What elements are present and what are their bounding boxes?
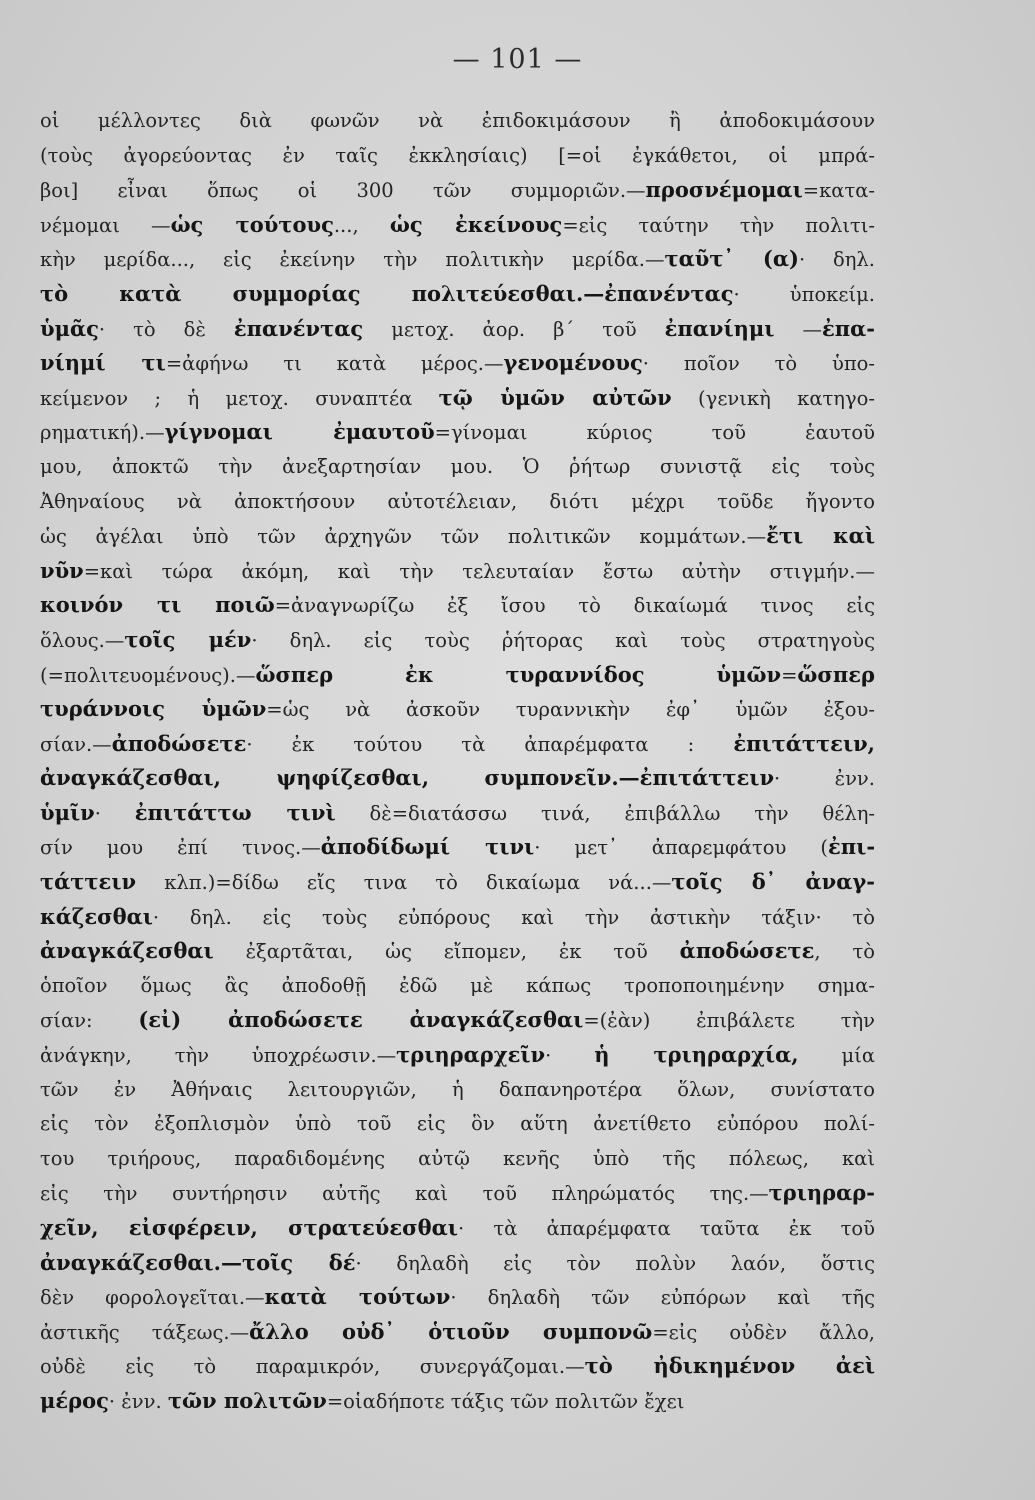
- text-line: ὅλους.—τοῖς μέν· δηλ. εἰς τοὺς ῥήτορας καὶ τοὺς στρατηγοὺς: [40, 626, 875, 652]
- text-line: δὲν φορολογεῖται.—κατὰ τούτων· δηλαδὴ τῶν εὐπόρων καὶ τῆς: [40, 1284, 876, 1310]
- text-line: νίημί τι=ἀφήνω τι κατὰ μέρος.—γενομένους· ποῖον τὸ ὑπο-: [40, 350, 876, 376]
- text-line: νέμομαι —ὡς τούτους..., ὡς ἐκείνους=εἰς ταύτην τὴν πολιτι-: [40, 211, 875, 237]
- text-line: ἀστικῆς τάξεως.—ἄλλο οὐδ᾽ ὁτιοῦν συμπονῶ=εἰς οὐδὲν ἄλλο,: [40, 1318, 876, 1344]
- text-line: νῦν=καὶ τώρα ἀκόμη, καὶ τὴν τελευταίαν ἔστω αὐτὴν στιγμήν.—: [40, 557, 875, 583]
- text-line: ἀναγκάζεσθαι.—τοῖς δέ· δηλαδὴ εἰς τὸν πολὺν λαόν, ὅστις: [40, 1249, 875, 1275]
- text-line: κάζεσθαι· δηλ. εἰς τοὺς εὐπόρους καὶ τὴν ἀστικὴν τάξιν· τὸ: [40, 903, 875, 929]
- text-line: βοι] εἶναι ὅπως οἱ 300 τῶν συμμοριῶν.—προσνέμομαι=κατα-: [40, 177, 875, 203]
- text-line: οὐδὲ εἰς τὸ παραμικρόν, συνεργάζομαι.—τὸ ἠδικημένον ἀεὶ: [40, 1353, 875, 1379]
- page-number: — 101 —: [452, 44, 583, 75]
- text-line: οἱ μέλλοντες διὰ φωνῶν νὰ ἐπιδοκιμάσουν ἢ ἀποδοκιμάσουν: [40, 109, 875, 132]
- text-line: ἀναγκάζεσθαι, ψηφίζεσθαι, συμπονεῖν.—ἐπιτάττειν· ἐνν.: [40, 765, 875, 791]
- text-line: ὡς ἀγέλαι ὑπὸ τῶν ἀρχηγῶν τῶν πολιτικῶν κομμάτων.—ἔτι καὶ: [40, 523, 876, 549]
- text-line: ἀνάγκην, τὴν ὑποχρέωσιν.—τριηραρχεῖν· ἡ τριηραρχία, μία: [40, 1042, 875, 1068]
- text-line: τῶν ἐν Ἀθήναις λειτουργιῶν, ἡ δαπανηροτέρα ὅλων, συνίστατο: [40, 1077, 875, 1101]
- body-text: [40, 104, 875, 1419]
- text-line: του τριήρους, παραδιδομένης αὐτῷ κενῆς ὑπὸ τῆς πόλεως, καὶ: [40, 1146, 875, 1170]
- text-line: κείμενον ; ἡ μετοχ. συναπτέα τῷ ὑμῶν αὐτῶν (γενικὴ κατηγο-: [40, 384, 875, 410]
- text-line: τάττειν κλπ.)=δίδω εἴς τινα τὸ δικαίωμα νά...—τοῖς δ᾽ ἀναγ-: [40, 869, 875, 895]
- text-line: μου, ἀποκτῶ τὴν ἀνεξαρτησίαν μου. Ὁ ῥήτωρ συνιστᾷ εἰς τοὺς: [40, 454, 875, 478]
- text-line: σίαν: (εἰ) ἀποδώσετε ἀναγκάζεσθαι=(ἐὰν) ἐπιβάλετε τὴν: [40, 1007, 876, 1033]
- text-line: εἰς τὴν συντήρησιν αὐτῆς καὶ τοῦ πληρώματός της.—τριηραρ-: [40, 1180, 875, 1206]
- text-line: ὑμῖν· ἐπιτάττω τινὶ δὲ=διατάσσω τινά, ἐπιβάλλω τὴν θέλη-: [40, 799, 875, 825]
- text-line: σίν μου ἐπί τινος.—ἀποδίδωμί τινι· μετ᾽ ἀπαρεμφάτου (ἐπι-: [40, 834, 876, 860]
- text-line: κὴν μερίδα..., εἰς ἐκείνην τὴν πολιτικὴν μερίδα.—ταῦτ᾽ (α)· δηλ.: [40, 246, 875, 272]
- text-line: (τοὺς ἀγορεύοντας ἐν ταῖς ἐκκλησίαις) [=οἱ ἐγκάθετοι, οἱ μπρά-: [40, 143, 875, 167]
- text-line: κοινόν τι ποιῶ=ἀναγνωρίζω ἐξ ἴσου τὸ δικαίωμά τινος εἰς: [40, 592, 875, 618]
- text-line: τὸ κατὰ συμμορίας πολιτεύεσθαι.—ἐπανέντας· ὑποκείμ.: [40, 280, 875, 306]
- text-line: σίαν.—ἀποδώσετε· ἐκ τούτου τὰ ἀπαρέμφατα : ἐπιτάττειν,: [40, 730, 875, 756]
- text-line: τυράννοις ὑμῶν=ὡς νὰ ἀσκοῦν τυραννικὴν ἐφ᾽ ὑμῶν ἐξου-: [40, 696, 875, 722]
- text-line: (=πολιτευομένους).—ὥσπερ ἐκ τυραννίδος ὑμῶν=ὥσπερ: [40, 661, 875, 687]
- text-line: χεῖν, εἰσφέρειν, στρατεύεσθαι· τὰ ἀπαρέμφατα ταῦτα ἐκ τοῦ: [40, 1215, 875, 1240]
- text-line: ρηματική).—γίγνομαι ἐμαυτοῦ=γίνομαι κύριος τοῦ ἑαυτοῦ: [40, 419, 875, 445]
- text-line: εἰς τὸν ἐξοπλισμὸν ὑπὸ τοῦ εἰς ὃν αὕτη ἀνετίθετο εὐπόρου πολί-: [40, 1112, 875, 1136]
- text-line: ὁποῖον ὅμως ἂς ἀποδοθῇ ἐδῶ μὲ κάπως τροποποιημένην σημα-: [40, 973, 875, 997]
- text-line: ἀναγκάζεσθαι ἐξαρτᾶται, ὡς εἴπομεν, ἐκ τοῦ ἀποδώσετε, τὸ: [40, 938, 875, 964]
- text-line: Ἀθηναίους νὰ ἀποκτήσουν αὐτοτέλειαν, διότι μέχρι τοῦδε ἤγοντο: [40, 489, 875, 513]
- text-line: μέρος· ἐνν. τῶν πολιτῶν=οἱαδήποτε τάξις τῶν πολιτῶν ἔχει: [40, 1387, 685, 1413]
- text-line: ὑμᾶς· τὸ δὲ ἐπανέντας μετοχ. ἀορ. β´ τοῦ ἐπανίημι —ἐπα-: [40, 315, 875, 341]
